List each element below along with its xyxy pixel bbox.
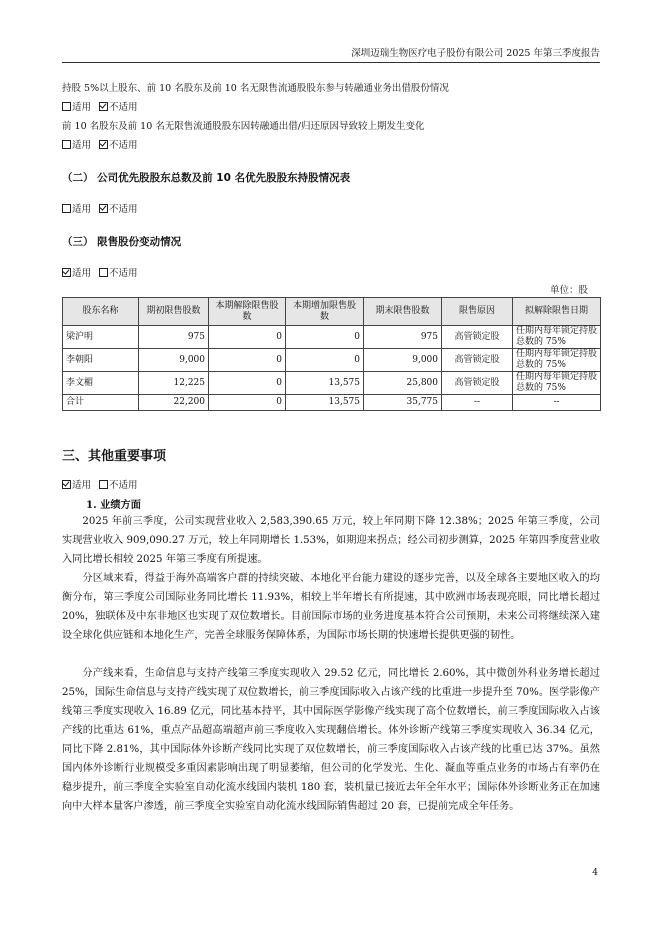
checkbox-unchecked-icon [99,268,108,277]
lending-disclosure-text: 持股 5%以上股东、前 10 名股东及前 10 名无限售流通股股东参与转融通业务出借股份情况 [62,83,449,94]
header-reason: 限售原因 [442,298,513,326]
checkbox-unchecked-icon [62,204,71,213]
table-row: 李朝阳 9,000 0 0 9,000 高管锁定股 任期内每年锁定持股总数的 75% [63,349,601,372]
header-added: 本期增加限售股数 [286,298,364,326]
checkbox-checked-icon [99,102,108,111]
restricted-shares-table [62,297,601,411]
change-options: 适用 不适用 [62,137,138,151]
lending-change-text: 前 10 名股东及前 10 名无限售流通股股东因转融通出借/归还原因导致较上期发生变化 [62,121,425,132]
header-shareholder: 股东名称 [63,298,139,326]
checkbox-unchecked-icon [62,140,71,149]
checkbox-checked-icon [99,204,108,213]
header-opening: 期初限售股数 [139,298,209,326]
page-number: 4 [592,868,598,878]
checkbox-checked-icon [99,140,108,149]
restricted-options: 适用 不适用 [62,265,138,279]
preferred-options: 适用 不适用 [62,201,138,215]
preferred-shares-title: （二） 公司优先股股东总数及前 10 名优先股股东持股情况表 [62,172,351,184]
performance-subtitle: 1. 业绩方面 [86,499,141,511]
checkbox-unchecked-icon [99,480,108,489]
performance-paragraph-2: 分区域来看，得益于海外高端客户群的持续突破、本地化平台能力建设的逐步完善，以及全球各主要地区收入的均衡分布，第三季度公司国际业务同比增长 11.93%，相较上半年增长有所提速，其中欧洲市场表现亮眼，同比增长超过 20%，独联体及中东非地区也实现了双位数增长。目前国际市场的业务进度基本符合公司预期，未来公司将继续深入建设全球化供应链和本地化生产，完善全球服务保障体系，为国际市场长期的快速增长提供更强的韧性。 [62,573,600,641]
header-release-date: 拟解除限售日期 [513,298,601,326]
performance-paragraph-3: 分产线来看，生命信息与支持产线第三季度实现收入 29.52 亿元，同比增长 2.60%，其中微创外科业务增长超过 25%，国际生命信息与支持产线实现了双位数增长，前三季度国际收入占该产线的比重进一步提升至 70%。医学影像产线第三季度实现收入 16.89 亿元，同比基本持平，其中国际医学影像产线实现了高个位数增长，前三季度国际收入占该产线的比重达 61%，重点产品超高端超声前三季度收入实现翻倍增长。体外诊断产线第三季度实现收入 36.34 亿元，同比下降 2.81%，其中国际体外诊断产线同比实现了双位数增长，前三季度国际收入占该产线的比重已达 37%。虽然国内体外诊断行业规模受多重因素影响出现了明显萎缩，但公司的化学发光、生化、凝血等重点业务的市场占有率仍在稳步提升，前三季度全实验室自动化流水线国内装机 180 套，装机量已接近去年全年水平；国际体外诊断业务正在加速向中大样本量客户渗透，前三季度全实验室自动化流水线国际销售超过 20 套，已提前完成全年任务。 [62,668,600,812]
table-total-row: 合计 22,200 0 13,575 35,775 -- -- [63,395,601,411]
other-matters-title: 三、其他重要事项 [62,449,167,464]
page-header: 深圳迈瑞生物医疗电子股份有限公司 2025 年第三季度报告 [62,45,600,63]
lending-options: 适用 不适用 [62,99,138,113]
table-row: 梁沪明 975 0 0 975 高管锁定股 任期内每年锁定持股总数的 75% [63,326,601,349]
performance-paragraph-1: 2025 年前三季度，公司实现营业收入 2,583,390.65 万元，较上年同期下降 12.38%；2025 年第三季度，公司实现营业收入 909,090.27 万元，较上年同期增长 1.53%，如期迎来拐点；经公司初步测算，2025 年第四季度营业收入同比增长相较 2025 年第三季度有所提速。 [62,516,600,565]
unit-label: 单位：股 [549,285,588,296]
header-closing: 期末限售股数 [364,298,442,326]
table-row: 李文楣 12,225 0 13,575 25,800 高管锁定股 任期内每年锁定持股总数的 75% [63,372,601,395]
checkbox-unchecked-icon [62,102,71,111]
other-matters-options: 适用 不适用 [62,477,138,491]
header-released: 本期解除限售股数 [209,298,286,326]
table-header-row [63,298,601,326]
checkbox-checked-icon [62,480,71,489]
checkbox-checked-icon [62,268,71,277]
restricted-shares-title: （三） 限售股份变动情况 [62,236,182,248]
